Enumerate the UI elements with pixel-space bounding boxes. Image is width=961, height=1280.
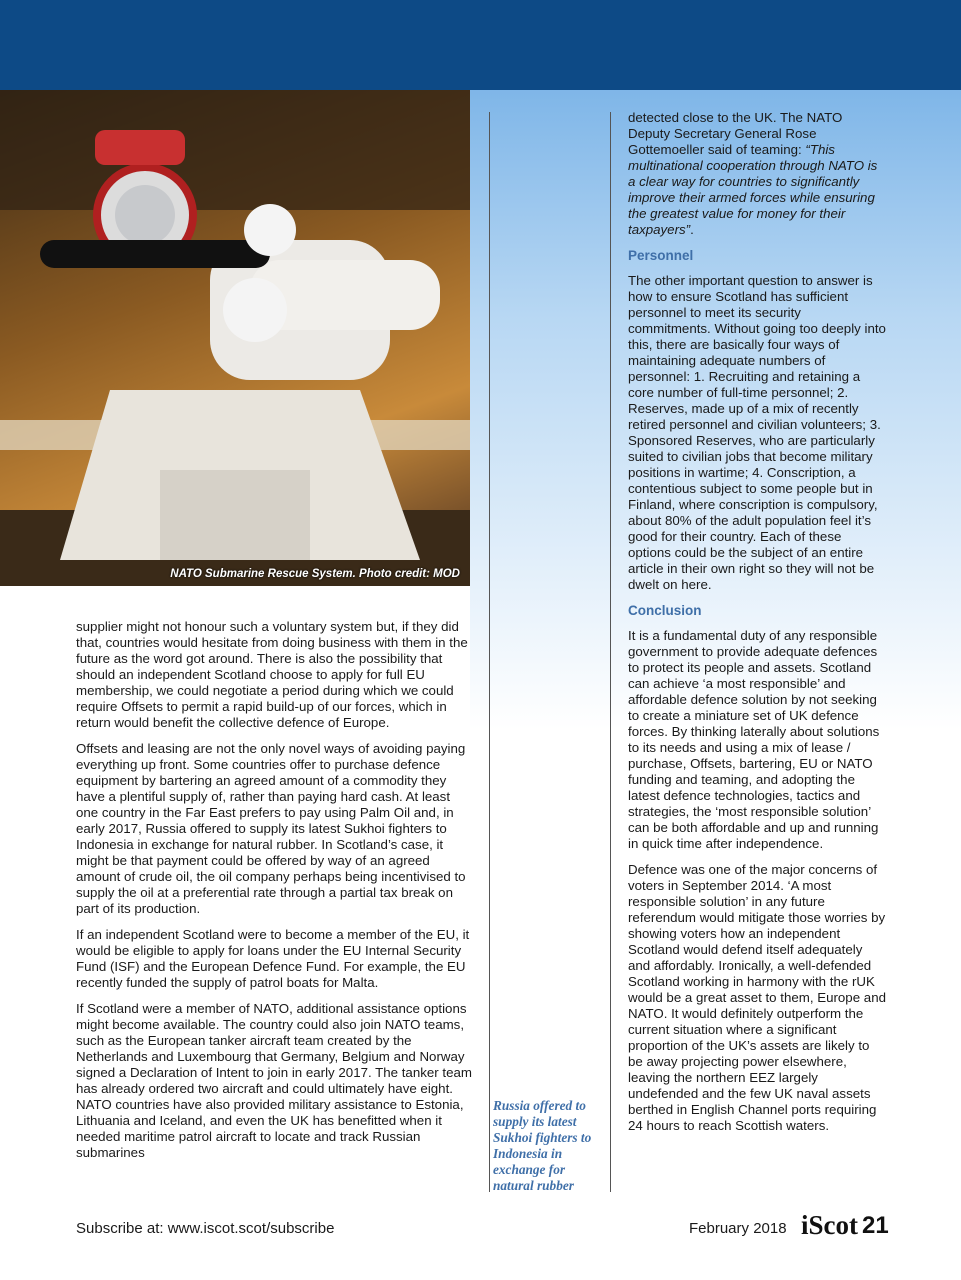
heading-personnel: Personnel [628,248,694,263]
page-number: 21 [862,1212,889,1239]
body-paragraph: supplier might not honour such a voluntary system but, if they did that, countries would hesitate from doing business with them in the future as the word got around. There is also the possibility that should an independent Scotland choose to apply for full EU membership, we could negotiate a period during which we could require Offsets to permit a rapid build-up of our forces, which in return would benefit the collective defence of Europe. [76,619,468,730]
column-rule-right [610,112,611,1192]
intro-quote: “This multinational cooperation through NATO is a clear way for countries to significantly improve their armed forces while ensuring the greatest value for money for their taxpayers” [628,142,878,237]
heading-conclusion: Conclusion [628,603,702,618]
conclusion-paragraph: Defence was one of the major concerns of voters in September 2014. ‘A most responsible solution’ in any future referendum would mitigate those worries by showing voters how an independent Scotland would defend itself adequately and affordably. Ironically, a well-defended Scotland working in harmony with the rUK would be a great asset to them, Europe and NATO. It would definitely outperform the current situation where a significant proportion of the UK’s assets are likely to be away projecting power elsewhere, leaving the northern EEZ largely undefended and the few UK naval assets berthed in English Channel ports requiring 24 hours to reach Scottish waters. [628,862,886,1133]
right-column [628,110,886,1144]
brand-logo: iScot [801,1210,858,1240]
pull-quote: Russia offered to supply its latest Sukhoi fighters to Indonesia in exchange for natural rubber [493,1098,592,1193]
body-paragraph: If Scotland were a member of NATO, additional assistance options might become available. The country could also join NATO teams, such as the European tanker aircraft team created by the Netherlands and Luxembourg that Germany, Belgium and Norway signed a Declaration of Intent to join in early 2017. The tanker team has already ordered two aircraft and could ultimately have eight. NATO countries have also provided military assistance to Estonia, Lithuania and Iceland, and even the UK has benefitted when it needed maritime patrol aircraft to locate and track Russian submarines [76,1001,472,1160]
body-paragraph: Offsets and leasing are not the only novel ways of avoiding paying everything up front. Some countries offer to purchase defence equipment by bartering an agreed amount of a commodity they have a plentiful supply of, rather than paying hard cash. At least one country in the Far East prefers to pay using Palm Oil and, in early 2017, Russia offered to supply its latest Sukhoi fighters to Indonesia in exchange for natural rubber. In Scotland’s case, it might be that payment could be offered by way of an agreed amount of crude oil, the oil company perhaps being incentivised to supply the oil at a preferential rate through a partial tax break on part of its production. [76,741,466,916]
body-paragraph: If an independent Scotland were to become a member of the EU, it would be eligible to apply for loans under the EU Internal Security Fund (ISF) and the European Defence Fund. For example, the EU recently funded the supply of patrol boats for Malta. [76,927,470,990]
column-rule-left [489,112,490,1192]
intro-text: detected close to the UK. The NATO Deputy Secretary General Rose Gottemoeller said of teaming: [628,110,843,157]
left-column [76,619,472,1171]
personnel-paragraph: The other important question to answer is how to ensure Scotland has sufficient personnel to meet its security commitments. Without going too deeply into this, there are basically four ways of maintaining adequate numbers of personnel: 1. Recruiting and retaining a core number of full-time personnel; 2. Reserves, made up of a mix of recently retired personnel and civilian volunteers; 3. Sponsored Reserves, who are particularly suited to civilian jobs that become military positions in wartime; 4. Conscription, a contentious subject to some people but in Finland, where conscription is compulsory, about 80% of the adult population feel it’s good for their country. Each of these options could be the subject of an entire article in their own right so they will not be dwelt on here. [628,273,886,592]
intro-end: . [690,222,694,237]
intro-paragraph [628,110,886,238]
photo-illustration [0,90,470,586]
top-banner [0,0,961,90]
submarine-rescue-photo [0,90,470,586]
issue-date: February 2018 [689,1220,787,1237]
conclusion-paragraph: It is a fundamental duty of any responsible government to provide adequate defences to protect its people and assets. Scotland can achieve ‘a most responsible’ and affordable defence solution by not seeking to create a miniature set of UK defence forces. By thinking laterally about solutions to its needs and using a mix of lease / purchase, Offsets, bartering, EU or NATO funding and teaming, and adopting the latest defence technologies, tactics and strategies, the ‘most responsible solution’ can be both affordable and up and running in quick time after independence. [628,628,880,851]
subscribe-link[interactable]: Subscribe at: www.iscot.scot/subscribe [76,1220,335,1237]
photo-caption: NATO Submarine Rescue System. Photo credit: MOD [170,568,460,580]
